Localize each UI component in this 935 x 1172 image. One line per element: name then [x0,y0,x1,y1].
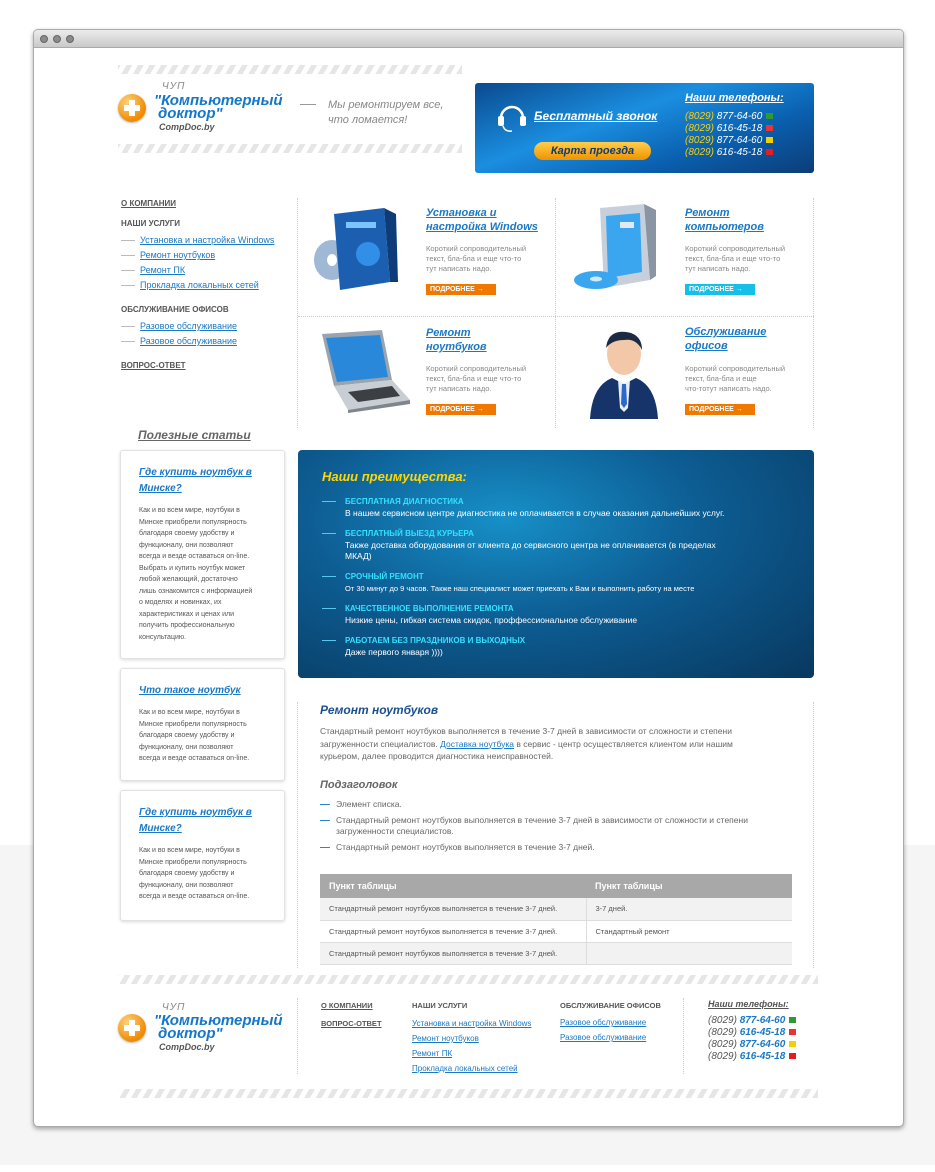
footer-services [412,1001,531,1076]
footer-phone[interactable]: (8029) 877-64-60 [708,1039,796,1051]
brand-line2: доктор" [158,1025,223,1042]
advantages-panel [298,450,814,678]
table-cell: Стандартный ремонт [586,920,792,942]
footer-separator [683,998,684,1074]
footer-offices [560,1001,661,1045]
table-row [320,920,792,942]
browser-window [33,29,904,1127]
table-cell [586,942,792,964]
sidebar-item-windows[interactable]: Установка и настройка Windows [121,233,291,248]
footer-link[interactable]: Разовое обслуживание [560,1018,647,1027]
article-card-title[interactable]: Где купить ноутбук в Минске? [139,467,252,494]
list-item: Элемент списка. [336,799,402,809]
advantage-text: Низкие цены, гибкая система скидок, проффессиональное обслуживание [345,615,638,625]
service-title-pc[interactable]: Ремонт компьютеров [685,207,764,233]
advantage-text: Даже первого января )))) [345,647,443,657]
table-header-row [320,874,792,898]
article-card-title[interactable]: Что такое ноутбук [139,685,241,696]
footer-separator [297,998,298,1074]
phone-number: 877-64-60 [716,111,763,122]
footer-item-about[interactable]: О КОМПАНИИ [321,1001,373,1010]
window-maximize-icon[interactable] [66,35,74,43]
advantage-heading: БЕСПЛАТНАЯ ДИАГНОСТИКА [345,497,464,506]
table-cell: Стандартный ремонт ноутбуков выполняется в течение 3-7 дней. [320,942,586,964]
more-button[interactable]: ПОДРОБНЕЕ → [685,404,755,415]
company-prefix: ЧУП [162,1002,186,1013]
service-text: Короткий сопроводительный текст, бла-бла и еще что-то тут написать надо. [685,244,786,273]
header-hatch-top [118,65,462,74]
article-card [120,450,285,659]
footer-phones-title: Наши телефоны: [708,999,789,1009]
phone-number: 877-64-60 [716,135,763,146]
advantage-heading: КАЧЕСТВЕННОЕ ВЫПОЛНЕНИЕ РЕМОНТА [345,604,514,613]
sidebar-item-faq[interactable]: ВОПРОС-ОТВЕТ [121,361,186,370]
flag-icon [766,125,773,131]
slogan [328,98,443,128]
footer-hatch-bottom [118,1089,818,1098]
flag-icon [789,1017,796,1023]
banner-phone[interactable] [685,147,773,159]
sidebar-item-laptops[interactable]: Ремонт ноутбуков [121,248,291,263]
logo-cross-icon [118,1014,146,1042]
phone-code: (8029) [685,135,714,146]
content-separator [813,702,814,968]
advantage-heading: СРОЧНЫЙ РЕМОНТ [345,572,424,581]
footer-phones [708,999,796,1063]
table-cell: 3-7 дней. [586,898,792,920]
phone-code: (8029) [685,111,714,122]
slogan-line2: что ломается! [328,114,408,126]
flag-icon [766,113,773,119]
advantage-heading: БЕСПЛАТНЫЙ ВЫЕЗД КУРЬЕРА [345,529,474,538]
map-button[interactable]: Карта проезда [534,142,651,160]
advantage-heading: РАБОТАЕМ БЕЗ ПРАЗДНИКОВ И ВЫХОДНЫХ [345,636,526,645]
footer-hatch-top [118,975,818,984]
list-item: Стандартный ремонт ноутбуков выполняется в течение 3-7 дней. [336,842,595,852]
phone-number: 616-45-18 [716,147,763,158]
article-subheading: Подзаголовок [320,779,398,791]
free-call-button[interactable]: Бесплатный звонок [534,109,658,123]
sidebar-item-office-2[interactable]: Разовое обслуживание [121,334,291,349]
content-separator [297,702,298,968]
article-card-text: Как и во всем мире, ноутбуки в Минске приобрели популярность благодаря своему удобству и функционалу, они позволяют всегда и везде оставаться on-line. Выбрать и купить ноутбук может любой желающий, достаточно лишь ознакомится с информацией о моделях и новинках, их характеристиках и ценах или получить профессиональную консультацию. [139,507,253,641]
grid-separator [297,198,298,428]
footer-logo[interactable] [118,1002,288,1062]
more-button[interactable]: ПОДРОБНЕЕ → [426,404,496,415]
more-button[interactable]: ПОДРОБНЕЕ → [426,284,496,295]
contact-banner [475,83,814,173]
service-title-windows[interactable]: Установка и настройка Windows [426,207,538,233]
advantage-text: От 30 минут до 9 часов. Также наш специалист может приехать к Вам и выполнить работу на месте [345,584,695,593]
window-minimize-icon[interactable] [53,35,61,43]
browser-titlebar [34,30,903,48]
article-title: Ремонт ноутбуков [320,703,439,717]
data-table [320,874,792,965]
footer-phone[interactable]: (8029) 877-64-60 [708,1015,796,1027]
banner-phone[interactable] [685,123,773,135]
banner-phone[interactable] [685,111,773,123]
sidebar-offices-title: ОБСЛУЖИВАНИЕ ОФИСОВ [121,305,229,314]
article-card [120,668,285,781]
flag-icon [789,1053,796,1059]
service-text: Короткий сопроводительный текст, бла-бла и еще что-то тут написать надо. [426,364,527,393]
laptop-icon [312,328,412,413]
table-header: Пункт таблицы [320,874,586,898]
more-button[interactable]: ПОДРОБНЕЕ → [685,284,755,295]
footer-item-faq[interactable]: ВОПРОС-ОТВЕТ [321,1019,382,1028]
flag-icon [789,1041,796,1047]
service-title-laptops[interactable]: Ремонт ноутбуков [426,327,487,353]
grid-separator [555,198,556,428]
article-card-title[interactable]: Где купить ноутбук в Минске? [139,807,252,834]
windows-box-icon [312,202,402,297]
grid-separator [813,198,814,428]
article-card-text: Как и во всем мире, ноутбуки в Минске приобрели популярность благодаря своему удобству и функционалу, они позволяют всегда и везде оставаться on-line. [139,847,250,900]
logo-cross-icon [118,94,146,122]
banner-phones-title: Наши телефоны: [685,92,784,104]
phone-number: 616-45-18 [716,123,763,134]
brand-line1: "Компьютерный [154,1012,283,1029]
service-text: Короткий сопроводительный текст, бла-бла и еще что-то тут написать надо. [426,244,527,273]
sidebar-item-about[interactable]: О КОМПАНИИ [121,199,177,208]
slogan-dash [300,104,316,105]
footer-services-title: НАШИ УСЛУГИ [412,1001,468,1010]
footer-phone[interactable]: (8029) 616-45-18 [708,1051,796,1063]
banner-phone-list [685,111,773,159]
brand-domain: CompDoc.by [159,1042,215,1052]
headset-icon [495,100,529,134]
advantage-text: В нашем сервисном центре диагностика не оплачивается в случае оказания дальнейших услуг. [345,508,725,518]
banner-phone[interactable] [685,135,773,147]
table-header: Пункт таблицы [586,874,792,898]
flag-icon [766,137,773,143]
phone-code: (8029) [685,123,714,134]
footer-link[interactable]: Прокладка локальных сетей [412,1064,518,1073]
sidebar-services-title: НАШИ УСЛУГИ [121,219,180,228]
delivery-link[interactable]: Доставка ноутбука [440,738,515,749]
article-paragraph: Стандартный ремонт ноутбуков выполняется в течение 3-7 дней в зависимости от сложности и степени загруженности специалистов. Доставка ноутбука в сервис - центр осуществляется клиентом или нашим курьером, далее проводится диагностика неисправностей. [320,726,733,761]
advantage-text: Также доставка оборудования от клиента до сервисного центра не оплачивается (в пределах МКАД) [345,540,716,561]
footer-offices-title: ОБСЛУЖИВАНИЕ ОФИСОВ [560,1001,661,1010]
footer-link[interactable]: Установка и настройка Windows [412,1019,532,1028]
sidebar-item-pc[interactable]: Ремонт ПК [121,263,291,278]
brand-line1: "Компьютерный [154,92,283,109]
header-hatch-bottom [118,144,462,153]
sidebar-item-office-1[interactable]: Разовое обслуживание [121,319,291,334]
sidebar-nav [121,199,291,370]
web-page [34,48,903,1124]
footer-link[interactable]: Разовое обслуживание [560,1033,647,1042]
table-row [320,898,792,920]
office-manager-icon [584,324,664,419]
grid-separator [298,316,814,317]
logo[interactable] [118,80,288,140]
window-close-icon[interactable] [40,35,48,43]
footer-phone[interactable]: (8029) 616-45-18 [708,1027,796,1039]
table-row [320,942,792,964]
company-prefix: ЧУП [162,81,186,92]
footer-link[interactable]: Ремонт ПК [412,1049,453,1058]
table-cell: Стандартный ремонт ноутбуков выполняется в течение 3-7 дней. [320,920,586,942]
articles-heading: Полезные статьи [138,428,251,442]
footer-link[interactable]: Ремонт ноутбуков [412,1034,479,1043]
flag-icon [766,149,773,155]
table-cell: Стандартный ремонт ноутбуков выполняется в течение 3-7 дней. [320,898,586,920]
brand-line2: доктор" [158,105,223,122]
brand-domain: CompDoc.by [159,122,215,132]
flag-icon [789,1029,796,1035]
phone-code: (8029) [685,147,714,158]
sidebar-item-networks[interactable]: Прокладка локальных сетей [121,278,291,293]
service-text: Короткий сопроводительный текст, бла-бла и еще что-тотут написать надо. [685,364,786,393]
article-card-text: Как и во всем мире, ноутбуки в Минске приобрели популярность благодаря своему удобству и функционалу, они позволяют всегда и везде оставаться on-line. [139,709,250,762]
list-item: Стандартный ремонт ноутбуков выполняется в течение 3-7 дней в зависимости от сложности и степени загруженности специалистов. [336,815,748,836]
article-card [120,790,285,921]
advantages-title: Наши преимущества: [322,469,467,484]
slogan-line1: Мы ремонтируем все, [328,99,444,111]
computer-repair-icon [570,202,660,297]
service-title-offices[interactable]: Обслуживание офисов [685,326,767,352]
